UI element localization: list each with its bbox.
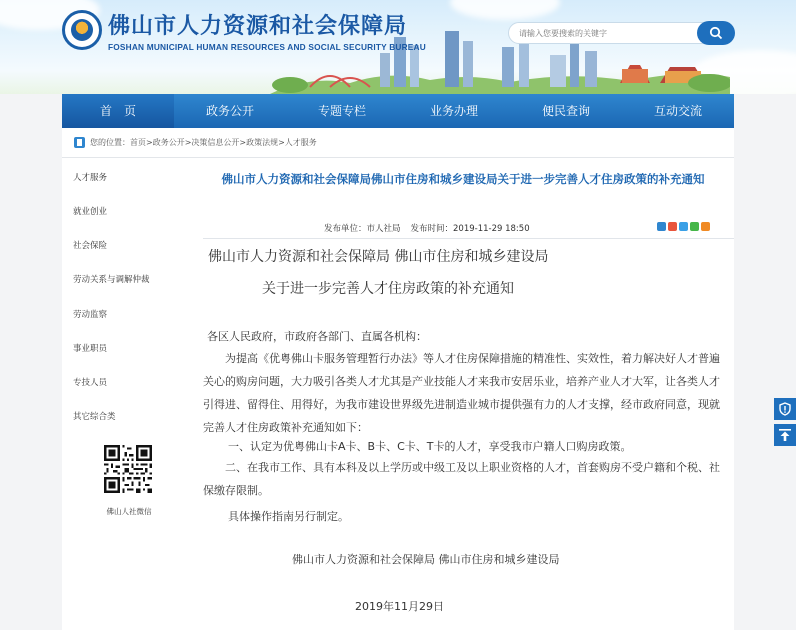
item-1: 一、认定为优粤佛山卡A卡、B卡、C卡、T卡的人才，享受我市户籍人口购房政策。 (228, 440, 632, 453)
document-heading-line2: 关于进一步完善人才住房政策的补充通知 (262, 281, 514, 297)
sidebar-item-labor-inspection[interactable]: 劳动监察 (73, 310, 108, 320)
share-weibo-icon[interactable] (668, 222, 677, 231)
sidebar-item-professionals[interactable]: 专技人员 (73, 378, 108, 388)
search-button[interactable] (697, 21, 735, 45)
share-tencent-icon[interactable] (679, 222, 688, 231)
nav-item-government-affairs[interactable]: 政务公开 (205, 104, 254, 118)
nav-item-home[interactable]: 首 页 (62, 94, 174, 128)
paragraph-2-text: 二、在我市工作、具有本科及以上学历或中级工及以上职业资格的人才，首套购房不受户籍和个税、社保缴存限制。 (203, 461, 720, 497)
shield-alert-icon (778, 402, 792, 416)
wechat-qr-code (104, 445, 152, 493)
publisher: 发布单位：市人社局 (324, 224, 401, 234)
report-button[interactable] (774, 398, 796, 420)
breadcrumb-label: 您的位置： (90, 138, 130, 147)
location-icon (74, 137, 85, 148)
back-to-top-button[interactable] (774, 424, 796, 446)
cloud-decoration (450, 0, 560, 20)
qr-caption: 佛山人社微信 (106, 507, 152, 516)
breadcrumb (62, 128, 734, 158)
publish-time: 发布时间：2019-11-29 18:50 (410, 224, 530, 234)
sidebar-item-other[interactable]: 其它综合类 (73, 412, 116, 422)
article-title: 佛山市人力资源和社会保障局佛山市住房和城乡建设局关于进一步完善人才住房政策的补充通知 (221, 172, 705, 186)
share-more-icon[interactable] (701, 222, 710, 231)
share-qzone-icon[interactable] (657, 222, 666, 231)
bureau-emblem-icon[interactable] (62, 10, 102, 50)
salutation: 各区人民政府，市政府各部门、直属各机构： (207, 330, 427, 343)
article-meta (324, 222, 530, 234)
breadcrumb-path[interactable]: 首页>政务公开>决策信息公开>政策法规>人才服务 (130, 138, 317, 147)
divider (203, 238, 734, 239)
magnifier-icon (709, 26, 723, 40)
paragraph-2 (203, 456, 721, 502)
signature: 佛山市人力资源和社会保障局 佛山市住房和城乡建设局 (292, 553, 560, 566)
site-title: 佛山市人力资源和社会保障局 (108, 14, 408, 39)
document-date: 2019年11月29日 (355, 600, 444, 613)
site-subtitle: FOSHAN MUNICIPAL HUMAN RESOURCES AND SOCIAL SECURITY BUREAU (108, 42, 426, 52)
sidebar-item-employment[interactable]: 就业创业 (73, 207, 108, 217)
document-heading-line1: 佛山市人力资源和社会保障局 佛山市住房和城乡建设局 (208, 249, 549, 265)
share-bar (657, 222, 710, 231)
paragraph-1-text: 为提高《优粤佛山卡服务管理暂行办法》等人才住房保障措施的精准性、实效性，着力解决好人才普遍关心的购房问题，大力吸引各类人才尤其是产业技能人才来我市安居乐业，培养产业人才大军，让各类人才引得进、留得住、用得好，为我市建设世界级先进制造业城市提供强有力的人才支撑，经市政府同意，现就完善人才住房政策补充通知如下： (203, 352, 720, 434)
back-to-top-icon (778, 428, 792, 442)
nav-item-convenience-query[interactable]: 便民查询 (541, 104, 590, 118)
site-header (0, 0, 796, 94)
main-content (62, 158, 734, 630)
sidebar (62, 158, 192, 630)
nav-item-special-topics[interactable]: 专题专栏 (317, 104, 366, 118)
sidebar-item-social-insurance[interactable]: 社会保险 (73, 241, 108, 251)
closing-line: 具体操作指南另行制定。 (228, 510, 349, 523)
sidebar-item-institution-staff[interactable]: 事业职员 (73, 344, 108, 354)
share-wechat-icon[interactable] (690, 222, 699, 231)
paragraph-1 (203, 347, 721, 439)
nav-item-online-services[interactable]: 业务办理 (429, 104, 478, 118)
nav-item-interaction[interactable]: 互动交流 (653, 104, 702, 118)
main-nav (62, 94, 734, 128)
sidebar-item-talent-service[interactable]: 人才服务 (73, 173, 108, 183)
sidebar-item-labor-relations[interactable]: 劳动关系与调解仲裁 (73, 275, 150, 285)
